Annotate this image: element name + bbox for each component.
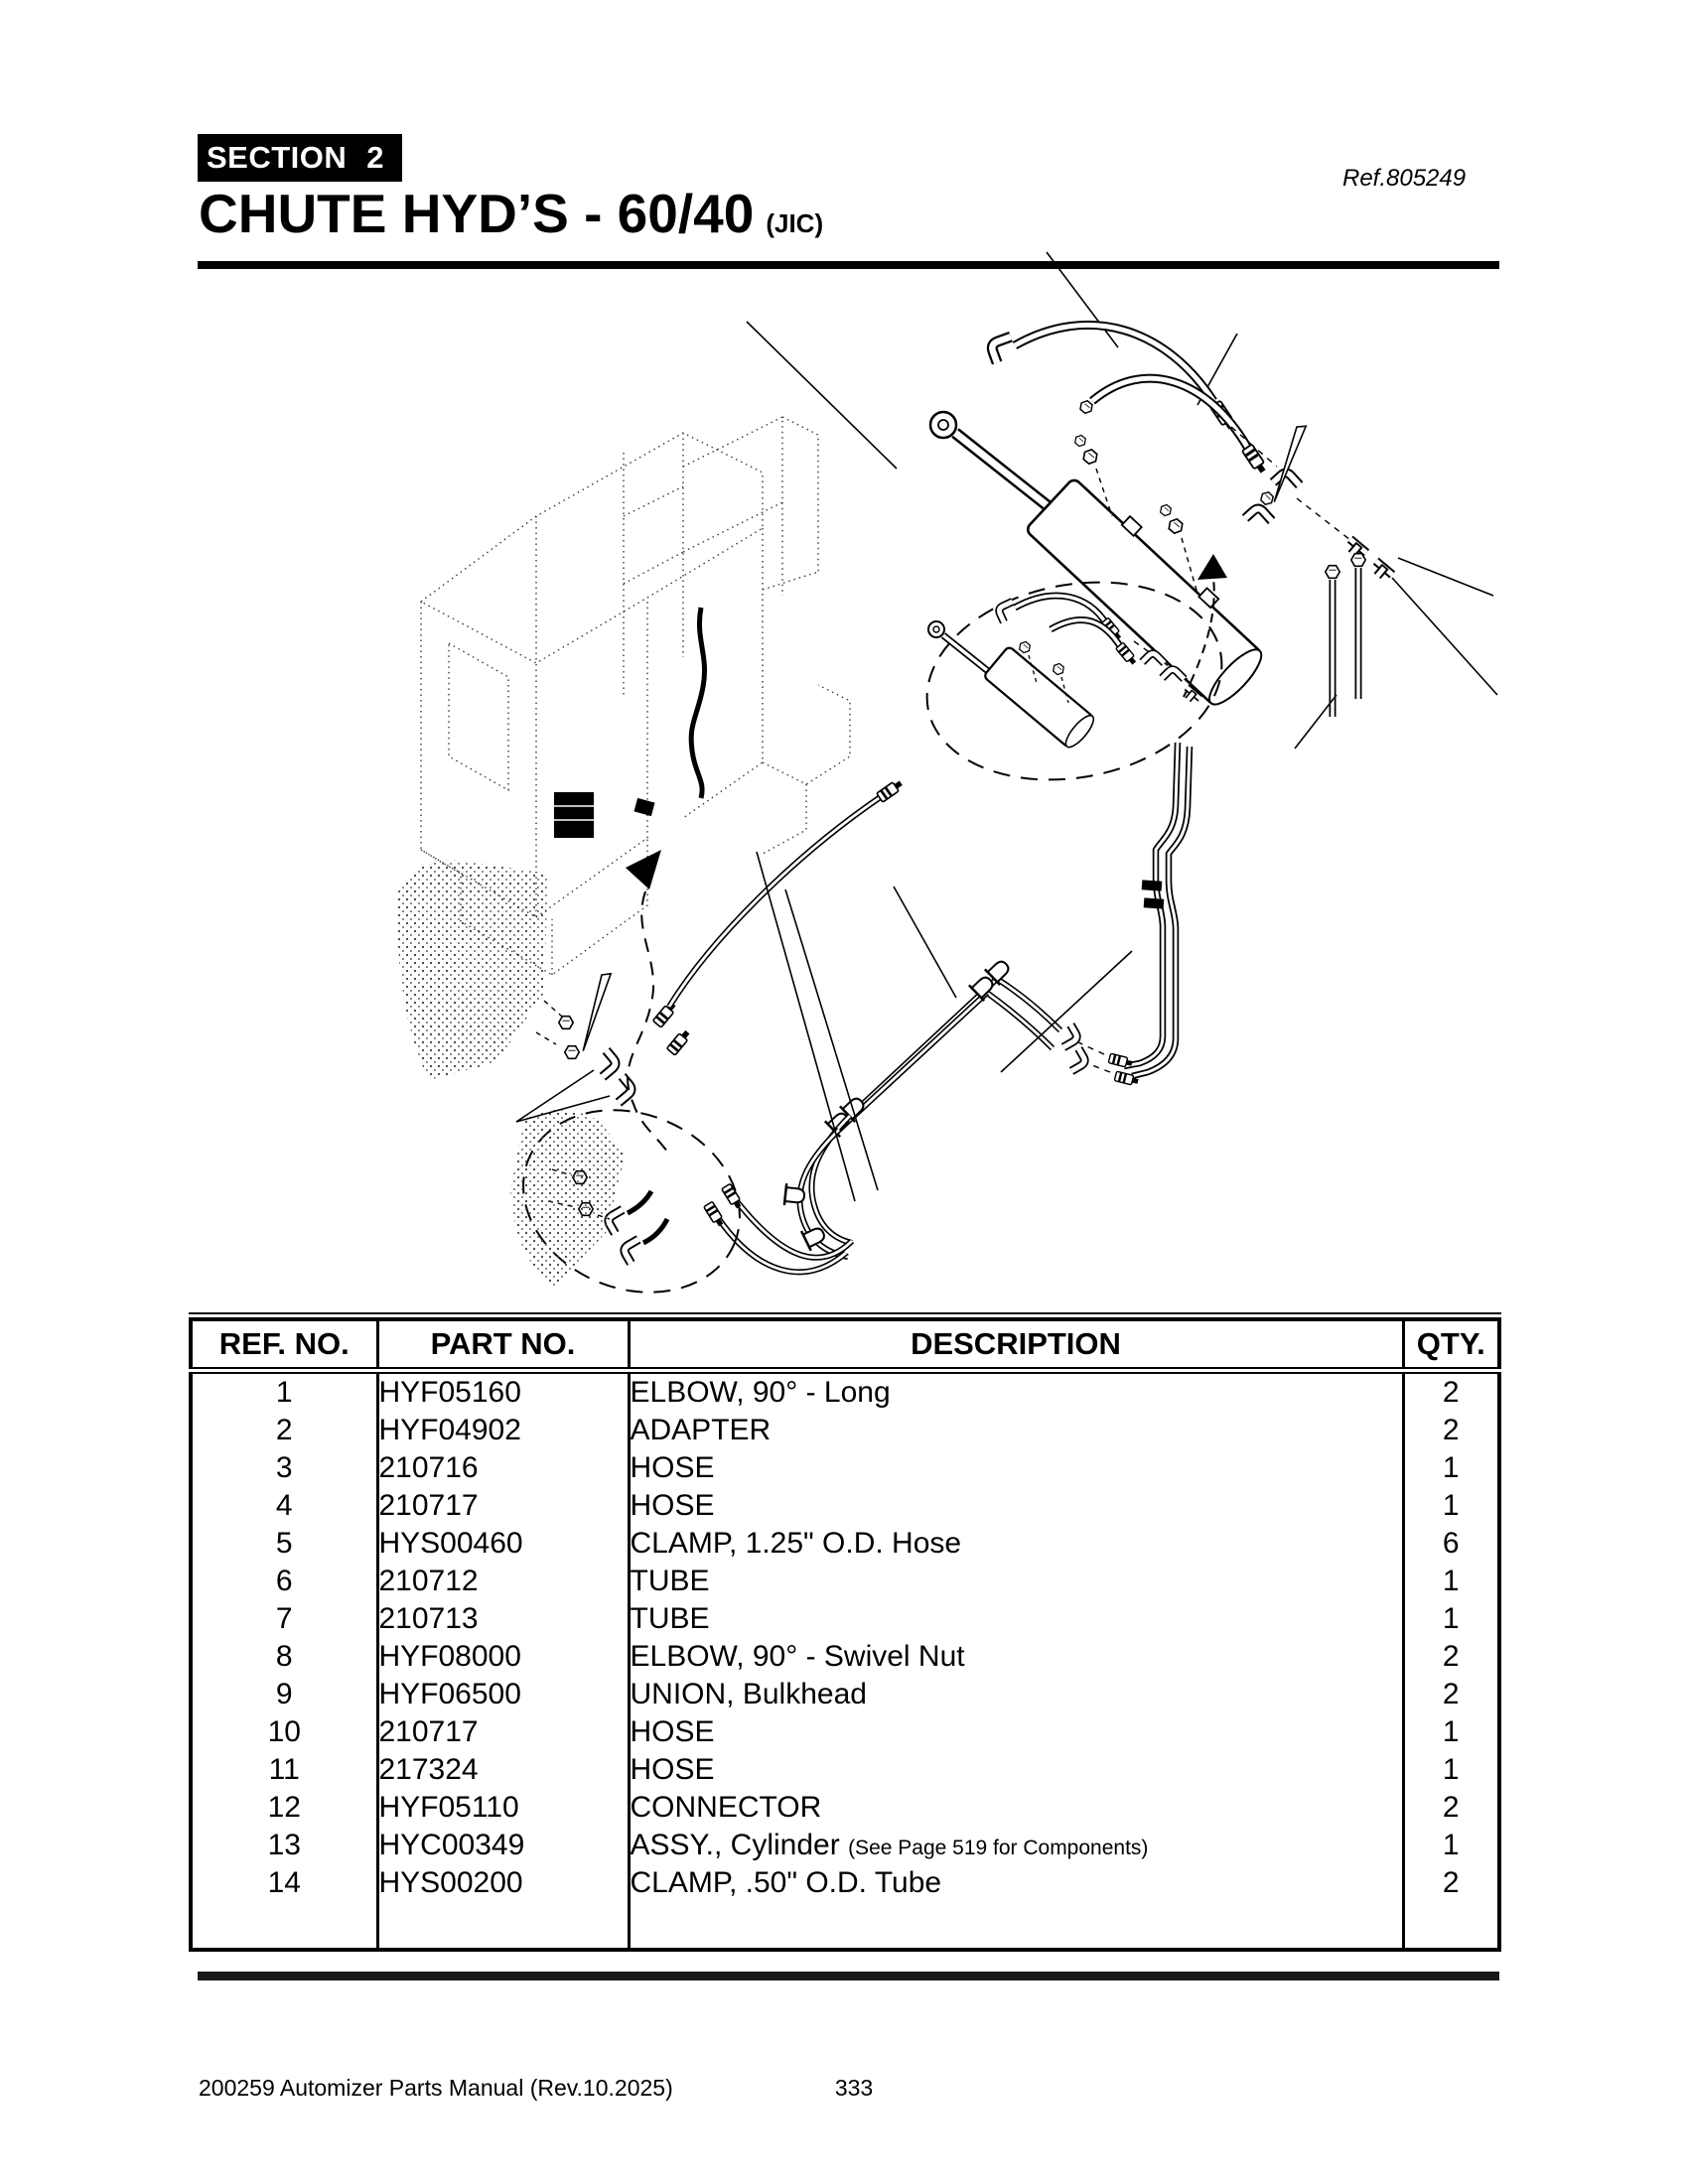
description-text: CONNECTOR (630, 1791, 822, 1824)
table-row (191, 1864, 1499, 1902)
cell-part_no: 210717 (377, 1713, 629, 1751)
cell-ref_no: 2 (275, 1414, 293, 1446)
description-text: HOSE (630, 1753, 715, 1786)
cell-qty: 1 (1403, 1600, 1499, 1638)
cell-part_no: HYF05110 (377, 1789, 629, 1827)
table-row (191, 1789, 1499, 1827)
cell-description (629, 1638, 1403, 1676)
cell-part_no: 217324 (377, 1751, 629, 1789)
cell-part_no: 210712 (377, 1563, 629, 1600)
cell-ref_no: 3 (275, 1451, 293, 1484)
cell-description (629, 1525, 1403, 1563)
description-text: HOSE (630, 1451, 715, 1484)
cell-part_no: HYS00460 (377, 1525, 629, 1563)
cell-qty: 2 (1403, 1412, 1499, 1449)
table-row (191, 1563, 1499, 1600)
cylinder-barrel (1025, 471, 1275, 712)
description-text: UNION, Bulkhead (630, 1678, 867, 1710)
table-row (191, 1751, 1499, 1789)
cell-ref_no: 11 (268, 1753, 300, 1786)
parts-table-body (191, 1371, 1499, 1951)
description-text: CLAMP, 1.25" O.D. Hose (630, 1527, 962, 1560)
cell-description (629, 1487, 1403, 1525)
cell-qty: 1 (1403, 1713, 1499, 1751)
table-row (191, 1449, 1499, 1487)
cell-description (629, 1827, 1403, 1864)
cell-qty: 2 (1403, 1864, 1499, 1902)
cell-description (629, 1412, 1403, 1449)
ref-number: Ref.805249 (1342, 165, 1467, 192)
column-header-description: DESCRIPTION (629, 1319, 1403, 1371)
routing-arrow (626, 850, 671, 1158)
cell-qty: 1 (1403, 1751, 1499, 1789)
cell-ref_no: 1 (275, 1376, 293, 1409)
column-header-qty: QTY. (1403, 1319, 1499, 1371)
column-header-ref-no: REF. NO. (191, 1319, 377, 1371)
page-title-suffix: (JIC) (766, 208, 824, 238)
tube-run (704, 743, 1190, 1272)
cell-description (629, 1563, 1403, 1600)
description-note: (See Page 519 for Components) (848, 1837, 1149, 1859)
cell-qty: 1 (1403, 1449, 1499, 1487)
column-header-part-no: PART NO. (377, 1319, 629, 1371)
cell-qty: 6 (1403, 1525, 1499, 1563)
cell-part_no: 210713 (377, 1600, 629, 1638)
description-text: ASSY., Cylinder (630, 1829, 840, 1861)
cell-ref_no: 6 (275, 1565, 293, 1597)
table-row (191, 1676, 1499, 1713)
cell-ref_no: 9 (275, 1678, 293, 1710)
cell-part_no: HYC00349 (377, 1827, 629, 1864)
machine-hose-detail (554, 608, 705, 838)
table-row (191, 1713, 1499, 1751)
cell-qty: 2 (1403, 1676, 1499, 1713)
arrowhead-icon (626, 850, 661, 889)
table-row (191, 1600, 1499, 1638)
table-row (191, 1412, 1499, 1449)
cell-description (629, 1864, 1403, 1902)
table-row (191, 1827, 1499, 1864)
description-text: ELBOW, 90° - Swivel Nut (630, 1640, 965, 1673)
cell-description (629, 1789, 1403, 1827)
cell-ref_no: 12 (267, 1791, 301, 1824)
cell-part_no: 210717 (377, 1487, 629, 1525)
description-text: ELBOW, 90° - Long (630, 1376, 891, 1409)
cell-qty: 1 (1403, 1563, 1499, 1600)
table-row (191, 1525, 1499, 1563)
cell-description (629, 1713, 1403, 1751)
cell-ref_no: 10 (267, 1715, 301, 1748)
table-row (191, 1487, 1499, 1525)
cell-description (629, 1449, 1403, 1487)
cell-qty: 2 (1403, 1638, 1499, 1676)
parts-table-wrap (189, 1312, 1501, 1952)
page-title-text: CHUTE HYD’S - 60/40 (199, 183, 755, 244)
valve-block-icon (554, 792, 594, 838)
footer-manual-info: 200259 Automizer Parts Manual (Rev.10.2025) (199, 2075, 673, 2101)
table-header-row (191, 1319, 1499, 1371)
cell-part_no: HYF05160 (377, 1371, 629, 1413)
section-number: 2 (366, 140, 384, 175)
cell-qty: 2 (1403, 1371, 1499, 1413)
table-row (191, 1371, 1499, 1413)
cylinder-assembly (747, 252, 1497, 749)
cell-ref_no: 8 (275, 1640, 293, 1673)
cell-description (629, 1751, 1403, 1789)
cell-ref_no: 13 (267, 1829, 301, 1861)
cell-part_no: HYF08000 (377, 1638, 629, 1676)
description-text: HOSE (630, 1715, 715, 1748)
description-text: ADAPTER (630, 1414, 772, 1446)
parts-table (189, 1317, 1501, 1952)
cell-part_no: HYS00200 (377, 1864, 629, 1902)
footer-page-number: 333 (834, 2075, 874, 2101)
description-text: CLAMP, .50" O.D. Tube (630, 1866, 942, 1899)
cell-ref_no: 4 (275, 1489, 293, 1522)
table-row (191, 1638, 1499, 1676)
description-text: HOSE (630, 1489, 715, 1522)
cell-qty: 1 (1403, 1827, 1499, 1864)
section-label: SECTION (207, 140, 348, 175)
cell-description (629, 1371, 1403, 1413)
table-spacer-row (191, 1902, 1499, 1950)
cell-qty: 1 (1403, 1487, 1499, 1525)
cell-part_no: HYF04902 (377, 1412, 629, 1449)
footer-rule (198, 1972, 1499, 1980)
cell-ref_no: 14 (267, 1866, 301, 1899)
manifold-stipple (397, 861, 626, 1287)
arrowhead-icon (1197, 554, 1227, 580)
cell-ref_no: 7 (275, 1602, 293, 1635)
cell-part_no: 210716 (377, 1449, 629, 1487)
cell-description (629, 1676, 1403, 1713)
cell-part_no: HYF06500 (377, 1676, 629, 1713)
cell-description (629, 1600, 1403, 1638)
cell-qty: 2 (1403, 1789, 1499, 1827)
description-text: TUBE (630, 1602, 710, 1635)
cell-ref_no: 5 (275, 1527, 293, 1560)
description-text: TUBE (630, 1565, 710, 1597)
